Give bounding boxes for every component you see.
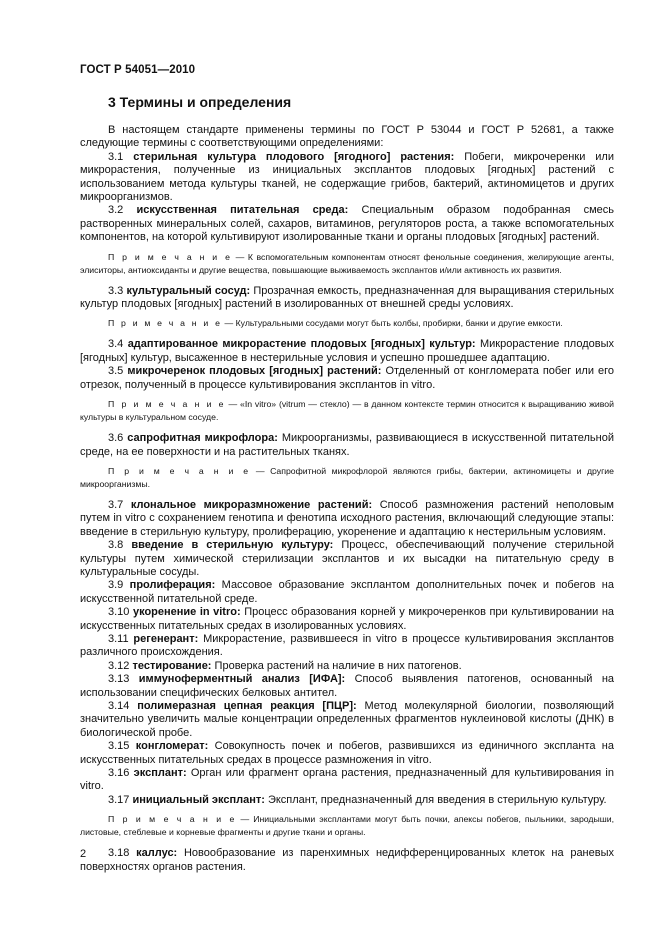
term-entry — [80, 338, 614, 365]
term-name: тестирование: — [132, 659, 212, 672]
term-name: укоренение in vitro: — [132, 606, 241, 619]
term-entry — [80, 579, 614, 606]
term-note: П р и м е ч а н и е — К вспомогательным компонентам относят фенольные соединения, желирующие агенты, элиситоры, антиоксиданты и другие вещества, повышающие выживаемость эксплантов и/или активность их развития. — [80, 251, 614, 275]
note-label: П р и м е ч а н и е — [108, 465, 251, 476]
terms-list — [80, 151, 614, 874]
term-definition: Побеги, микрочеренки или микрорастения, полученные из инициальных эксплантов плодовых [ягодных] растений с использованием метода культуры тканей, не содержащие грибов, бактерий, актиномицетов и других микроорганизмов. — [80, 150, 614, 204]
term-entry — [80, 700, 614, 740]
term-name: конгломерат: — [135, 740, 209, 753]
term-entry — [80, 767, 614, 794]
term-entry — [80, 499, 614, 539]
term-definition: Метод молекулярной биологии, позволяющий значительно увеличить малые концентрации определенных фрагментов нуклеиновой кислоты (ДНК) в биологической пробе. — [80, 700, 614, 739]
term-definition: Прозрачная емкость, предназначенная для выращивания стерильных культур плодовых [ягодных] растений в изолированных от внешней среды условиях. — [80, 284, 614, 311]
intro-paragraph: В настоящем стандарте применены термины по ГОСТ Р 53044 и ГОСТ Р 52681, а также следующие термины с соответствующими определениями: — [80, 124, 614, 150]
term-name: стерильная культура плодового [ягодного] растения: — [133, 150, 455, 163]
note-label: П р и м е ч а н и е — [108, 399, 226, 410]
term-note: П р и м е ч а н и е — Сапрофитной микрофлорой являются грибы, бактерии, актиномицеты и другие микроорганизмы. — [80, 465, 614, 489]
term-name: сапрофитная микрофлора: — [127, 432, 278, 445]
term-number: 3.6 — [108, 432, 124, 445]
term-number: 3.1 — [108, 150, 124, 163]
term-entry — [80, 365, 614, 392]
note-text: Инициальными эксплантами могут быть почки, апексы побегов, пыльники, зародыши, листовые, стеблевые и корневые фрагменты и другие ткани и органы. — [80, 814, 614, 838]
term-name: микрочеренок плодовых [ягодных] растений: — [127, 365, 382, 378]
term-note: П р и м е ч а н и е — Культуральными сосудами могут быть колбы, пробирки, банки и другие емкости. — [108, 318, 563, 329]
term-entry — [80, 606, 614, 633]
term-number: 3.14 — [108, 700, 130, 712]
page-number: 2 — [80, 848, 87, 860]
term-name: клональное микроразмножение растений: — [130, 498, 373, 511]
term-definition: Способ размножения растений неполовым путем in vitro с сохранением генотипа и фенотипа исходного растения, включающий следующие этапы: введение в стерильную культуру, пролиферацию, укоренение и адаптацию к нестерильным условиям. — [80, 498, 614, 538]
term-name: эксплант: — [133, 767, 187, 780]
term-note: П р и м е ч а н и е — «In vitro» (vitrum — стекло) — в данном контексте термин относится к выращиванию живой культуры в культуральном сосуде. — [80, 399, 614, 423]
term-entry — [80, 847, 614, 874]
term-entry — [80, 673, 614, 700]
term-number: 3.16 — [108, 767, 130, 780]
term-definition: Массовое образование эксплантом дополнительных почек и побегов на искусственной питательной среде. — [80, 579, 615, 605]
term-definition: Процесс, обеспечивающий получение стерильной культуры путем химической стерилизации эксплантов и их высадки на питательную среду в культуральные сосуды. — [80, 539, 614, 578]
term-entry — [80, 740, 614, 767]
term-entry — [80, 432, 614, 459]
note-label: П р и м е ч а н и е — [108, 318, 223, 329]
term-number: 3.9 — [108, 579, 124, 592]
term-definition: Специальным образом подобранная смесь растворенных минеральных солей, сахаров, витаминов, регуляторов роста, а также вспомогательных компонентов, на которой культивируют изолированные ткани и органы плодовых [ягодных] растений. — [80, 204, 614, 244]
term-name: культуральный сосуд: — [126, 284, 251, 297]
term-definition: Новообразование из паренхимных недифференцированных клеток на раневых поверхностях органов растения. — [80, 847, 615, 873]
term-number: 3.5 — [108, 365, 124, 378]
term-definition: Эксплант, предназначенный для введения в стерильную культуру. — [267, 793, 607, 806]
note-text: К вспомогательным компонентам относят фенольные соединения, желирующие агенты, элиситоры, антиоксиданты и другие вещества, повышающие выживаемость эксплантов и/или активность их развития. — [80, 251, 614, 275]
term-definition: Орган или фрагмент органа растения, предназначенный для культивирования in vitro. — [80, 767, 614, 793]
term-number: 3.3 — [108, 284, 124, 297]
term-definition: Отделенный от конгломерата побег или его отрезок, полученный в процессе культивирования эксплантов in vitro. — [80, 365, 614, 391]
term-name: полимеразная цепная реакция [ПЦР]: — [137, 700, 357, 712]
term-definition: Микрорастение плодовых [ягодных] культур, высаженное в нестерильные условия и успешно прошедшее адаптацию. — [80, 338, 614, 364]
term-definition: Способ выявления патогенов, основанный на использовании специфических белковых антител. — [80, 673, 615, 699]
term-definition: Процесс образования корней у микрочеренков при культивировании на искусственных питательных средах в изолированных условиях. — [80, 606, 615, 632]
term-number: 3.18 — [108, 847, 130, 860]
term-number: 3.10 — [108, 606, 130, 619]
note-label: П р и м е ч а н и е — [108, 251, 233, 262]
term-note: П р и м е ч а н и е — Инициальными эксплантами могут быть почки, апексы побегов, пыльники, зародыши, листовые, стеблевые и корневые фрагменты и другие ткани и органы. — [80, 814, 614, 838]
section-title: 3 Термины и определения — [108, 94, 292, 110]
document-header: ГОСТ Р 54051—2010 — [80, 64, 196, 76]
term-name: введение в стерильную культуру: — [131, 539, 334, 552]
term-entry — [80, 633, 614, 660]
term-number: 3.2 — [108, 204, 124, 217]
term-name: регенерант: — [133, 632, 199, 645]
term-definition: Микроорганизмы, развивающиеся в искусственной питательной среде, на ее поверхности и на растительных тканях. — [80, 432, 614, 458]
term-name: искусственная питательная среда: — [136, 204, 349, 217]
term-name: инициальный эксплант: — [132, 793, 265, 806]
term-number: 3.12 — [108, 659, 130, 672]
note-text: Культуральными сосудами могут быть колбы, пробирки, банки и другие емкости. — [235, 318, 563, 329]
term-number: 3.8 — [108, 539, 124, 552]
term-number: 3.13 — [108, 673, 130, 686]
term-name: каллус: — [136, 847, 178, 860]
term-number: 3.7 — [108, 498, 124, 511]
term-entry — [80, 794, 614, 807]
term-definition: Проверка растений на наличие в них патогенов. — [214, 659, 462, 672]
term-entry — [80, 285, 614, 312]
note-label: П р и м е ч а н и е — [108, 814, 237, 825]
term-number: 3.15 — [108, 740, 130, 753]
term-definition: Микрорастение, развившееся in vitro в процессе культивирования эксплантов различного происхождения. — [80, 632, 615, 659]
section-content — [80, 124, 614, 874]
term-definition: Совокупность почек и побегов, развившихся из единичного экспланта на искусственных питательных средах в процессе размножения in vitro. — [80, 740, 614, 766]
term-entry — [80, 151, 614, 205]
term-number: 3.4 — [108, 338, 124, 351]
term-entry — [80, 660, 614, 673]
term-entry — [80, 539, 614, 579]
term-name: пролиферация: — [129, 579, 216, 592]
term-name: адаптированное микрорастение плодовых [ягодных] культур: — [127, 338, 476, 351]
term-number: 3.11 — [108, 632, 129, 645]
term-name: иммуноферментный анализ [ИФА]: — [138, 673, 346, 686]
note-text: «In vitro» (vitrum — стекло) — в данном контексте термин относится к выращиванию живой культуры в культуральном сосуде. — [80, 399, 614, 423]
note-text: Сапрофитной микрофлорой являются грибы, бактерии, актиномицеты и другие микроорганизмы. — [80, 465, 614, 489]
term-number: 3.17 — [108, 793, 130, 806]
term-entry — [80, 204, 614, 244]
